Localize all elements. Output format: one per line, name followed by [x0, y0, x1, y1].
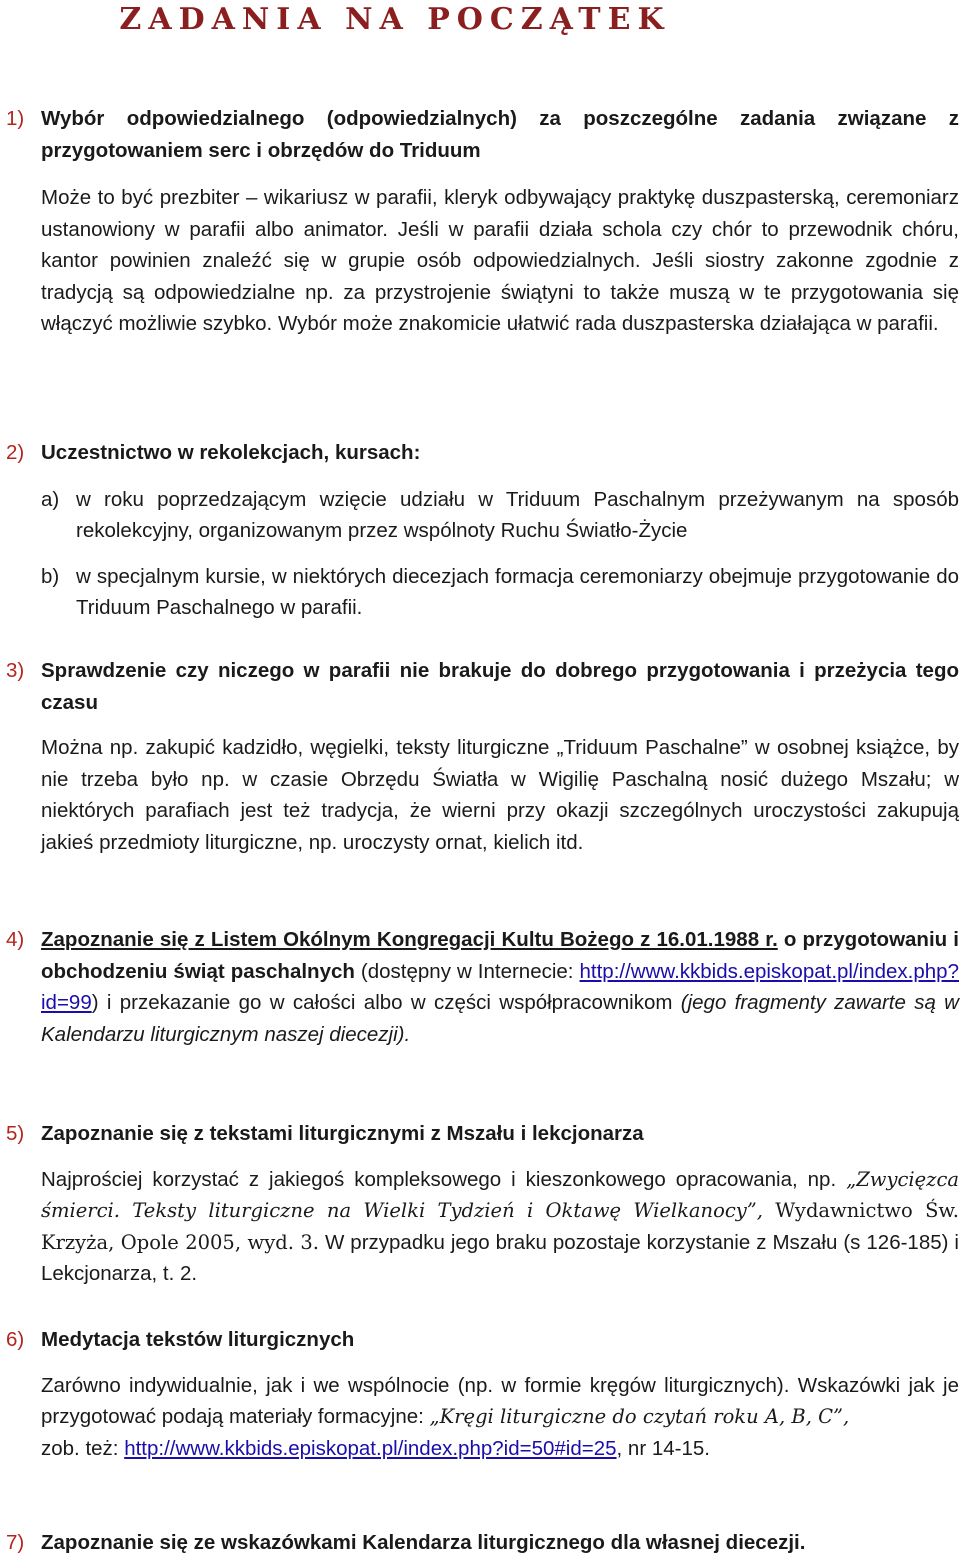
section-text: (dostępny w Internecie:: [354, 959, 580, 983]
section-number: 1): [6, 107, 25, 130]
section-3: [0, 655, 960, 858]
section-text: zob. też:: [41, 1436, 125, 1460]
section-text: , nr 14-15.: [616, 1436, 710, 1460]
list-item-label: b): [41, 564, 60, 588]
section-text: Najprościej korzystać z jakiegoś kompleksowego i kieszonkowego opracowania, np.: [41, 1167, 847, 1191]
section-body: [41, 1164, 959, 1290]
section-heading: Zapoznanie się z Listem Okólnym Kongregacji Kultu Bożego z 16.01.1988 r.: [41, 928, 778, 951]
section-6: [0, 1324, 960, 1464]
book-title: „Zwycięzca śmierci. Teksty liturgiczne na Wielki Tydzień i Oktawę Wielkanocy”,: [41, 1167, 959, 1222]
section-body: [41, 1370, 959, 1433]
section-heading-continuation: o przygotowaniu i obchodzeniu świąt paschalnych: [41, 928, 959, 983]
episkopat-link[interactable]: http://www.kkbids.episkopat.pl/index.php?id=99: [41, 959, 959, 1014]
book-publisher: Wydawnictwo Św. Krzyża, Opole 2005, wyd. 3.: [41, 1199, 960, 1254]
list-item-text: w specjalnym kursie, w niektórych diecezjach formacja ceremoniarzy obejmuje przygotowanie do Triduum Paschalnego w parafii.: [76, 564, 959, 619]
section-5: [0, 1118, 960, 1290]
book-title: „Kręgi liturgiczne do czytań roku A, B, C”,: [429, 1405, 850, 1428]
section-2: [0, 437, 960, 624]
list-item-a: [41, 484, 959, 547]
section-body: Można np. zakupić kadzidło, węgielki, teksty liturgiczne „Triduum Paschalne” w osobnej książce, by nie trzeba było np. w czasie Obrzędu Światła w Wigilię Paschalną nosić dużego Mszału; w niektórych parafiach jest też tradycja, że wierni przy okazji szczególnych uroczystości zakupują jakieś przedmioty liturgiczne, np. uroczysty ornat, kielich itd.: [41, 736, 959, 854]
list-item-text: w roku poprzedzającym wzięcie udziału w Triduum Paschalnym przeżywanym na sposób rekolekcyjny, organizowanym przez wspólnoty Ruchu Światło-Życie: [76, 487, 959, 542]
episkopat-link[interactable]: http://www.kkbids.episkopat.pl/index.php?id=50#id=25: [124, 1436, 617, 1460]
section-text: Zarówno indywidualnie, jak i we wspólnocie (np. w formie kręgów liturgicznych). Wskazówki jak je przygotować podają materiały formacyjne:: [41, 1373, 959, 1428]
section-heading: Sprawdzenie czy niczego w parafii nie brakuje do dobrego przygotowania i przeżycia tego czasu: [41, 659, 959, 714]
section-body-ref: [41, 1433, 959, 1465]
list-item-b: [41, 561, 959, 624]
section-note: (jego fragmenty zawarte są w Kalendarzu liturgicznym naszej diecezji).: [41, 991, 959, 1046]
section-heading: Zapoznanie się ze wskazówkami Kalendarza liturgicznego dla własnej diecezji.: [41, 1531, 806, 1554]
section-number: 6): [6, 1328, 25, 1351]
section-heading: Uczestnictwo w rekolekcjach, kursach:: [41, 441, 421, 464]
section-number: 5): [6, 1122, 25, 1145]
document-title: ZADANIA NA POCZĄTEK: [119, 2, 671, 37]
section-text: ) i przekazanie go w całości albo w części współpracownikom: [91, 991, 681, 1014]
section-body: Może to być prezbiter – wikariusz w parafii, kleryk odbywający praktykę duszpasterską, ceremoniarz ustanowiony w parafii albo animator. Jeśli w parafii działa schola czy chór to przewodnik chóru, kantor powinien znaleźć się w grupie osób odpowiedzialnych. Jeśli siostry zakonne zgodnie z tradycją są odpowiedzialne np. za przystrojenie świątyni to także muszą w te przygotowania się włączyć możliwie szybko. Wybór może znakomicie ułatwić rada duszpasterska działająca w parafii.: [41, 186, 959, 335]
section-text: W przypadku jego braku pozostaje korzystanie z Mszału (s 126-185) i Lekcjonarza, t. 2.: [41, 1230, 959, 1285]
section-number: 7): [6, 1531, 25, 1554]
section-body: [41, 924, 959, 1050]
section-number: 3): [6, 659, 25, 682]
section-heading: Wybór odpowiedzialnego (odpowiedzialnych) za poszczególne zadania związane z przygotowaniem serc i obrzędów do Triduum: [41, 107, 959, 162]
section-heading: Medytacja tekstów liturgicznych: [41, 1328, 355, 1351]
section-heading: Zapoznanie się z tekstami liturgicznymi z Mszału i lekcjonarza: [41, 1122, 644, 1145]
section-4: [0, 924, 960, 1050]
section-number: 2): [6, 441, 25, 464]
section-7: [0, 1527, 960, 1559]
list-item-label: a): [41, 487, 60, 511]
section-number: 4): [6, 928, 25, 951]
section-1: [0, 103, 960, 340]
